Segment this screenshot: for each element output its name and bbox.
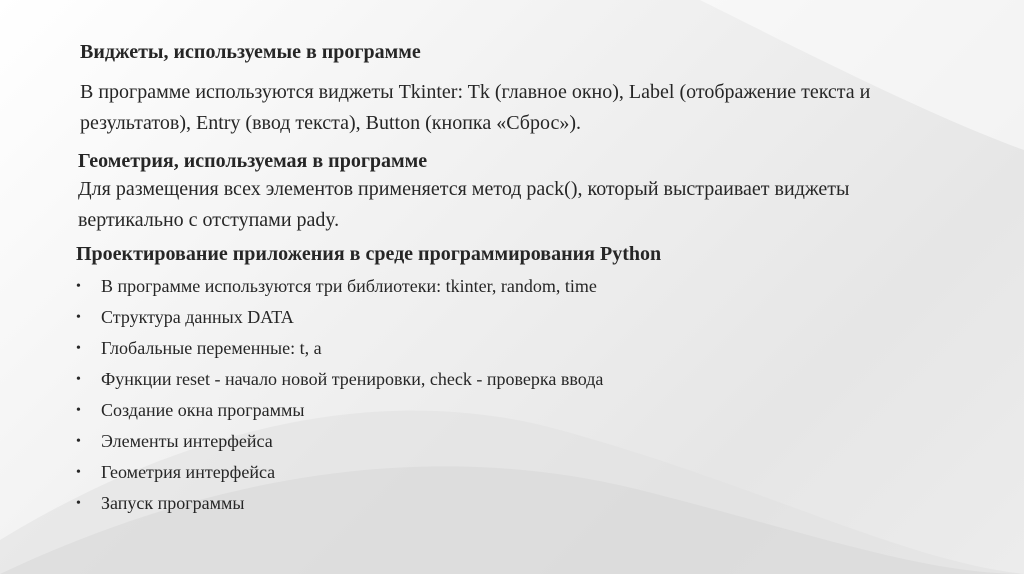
section-text-widgets: В программе используются виджеты Tkinter: Tk (главное окно), Label (отображение текста и результатов), Entry (ввод текста), Button (кнопка «Сброс»). (80, 81, 871, 134)
bullet-icon: • (76, 496, 81, 511)
list-item-text: Создание окна программы (101, 400, 305, 420)
bullet-icon: • (76, 372, 81, 387)
bullet-icon: • (76, 310, 81, 325)
list-item (76, 302, 603, 333)
list-item (76, 426, 603, 457)
bullet-icon: • (76, 279, 81, 294)
list-item-text: Функции reset - начало новой тренировки, check - проверка ввода (101, 369, 604, 389)
bullet-icon: • (76, 341, 81, 356)
list-item-text: Структура данных DATA (101, 307, 294, 327)
list-item-text: Элементы интерфейса (101, 431, 273, 451)
design-heading: Проектирование приложения в среде программирования Python (76, 243, 662, 265)
section-heading-geometry: Геометрия, используемая в программе (78, 150, 428, 172)
list-item-text: В программе используются три библиотеки: tkinter, random, time (101, 276, 597, 296)
bullet-icon: • (76, 434, 81, 449)
section-heading-widgets: Виджеты, используемые в программе (80, 41, 421, 63)
list-item (76, 271, 603, 302)
list-item (76, 333, 603, 364)
list-item-text: Глобальные переменные: t, a (101, 338, 322, 358)
list-item (76, 457, 603, 488)
design-bullet-list (76, 271, 603, 519)
list-item-text: Запуск программы (101, 493, 245, 513)
list-item (76, 364, 603, 395)
list-item (76, 395, 603, 426)
list-item (76, 488, 603, 519)
section-text-geometry: Для размещения всех элементов применяется метод pack(), который выстраивает виджеты вертикально с отступами pady. (78, 178, 850, 231)
bullet-icon: • (76, 465, 81, 480)
list-item-text: Геометрия интерфейса (101, 462, 276, 482)
bullet-icon: • (76, 403, 81, 418)
